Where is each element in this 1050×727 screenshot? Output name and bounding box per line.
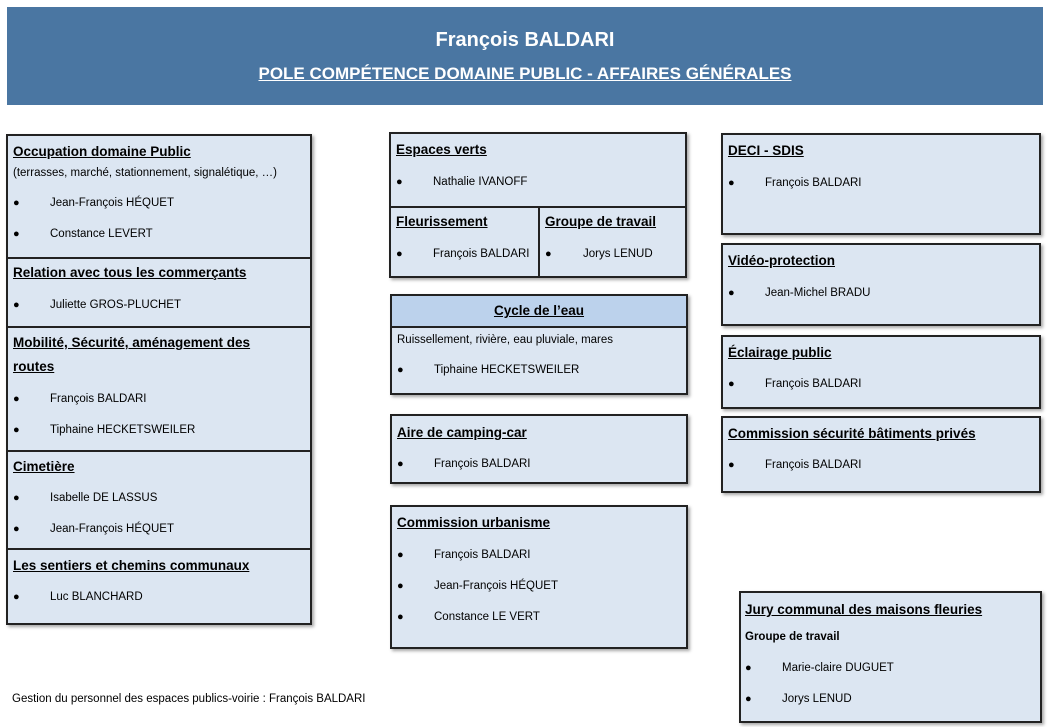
- bullet-icon: ●: [397, 364, 404, 376]
- section-title: Cycle de l’eau: [392, 296, 686, 328]
- page-header: [7, 7, 1043, 105]
- member-name: Jean-François HÉQUET: [50, 197, 174, 209]
- bullet-icon: ●: [745, 662, 752, 674]
- bullet-icon: ●: [13, 424, 20, 436]
- left-column-box: [6, 134, 312, 625]
- member-name: Isabelle DE LASSUS: [50, 492, 158, 504]
- bullet-icon: ●: [396, 176, 403, 188]
- member-name: François BALDARI: [433, 248, 530, 260]
- section-sentiers: [8, 548, 310, 625]
- member-name: Constance LE VERT: [434, 611, 540, 623]
- bullet-icon: ●: [13, 492, 20, 504]
- member-name: Nathalie IVANOFF: [433, 176, 528, 188]
- bullet-icon: ●: [13, 228, 20, 240]
- section-relation: [8, 257, 310, 328]
- bullet-icon: ●: [13, 393, 20, 405]
- member-name: Tiphaine HECKETSWEILER: [434, 364, 580, 376]
- eclairage-box: [721, 335, 1041, 409]
- section-title: Les sentiers et chemins communaux: [13, 558, 250, 573]
- member-name: Luc BLANCHARD: [50, 591, 143, 603]
- bullet-icon: ●: [396, 248, 403, 260]
- bullet-icon: ●: [13, 591, 20, 603]
- video-box: [721, 243, 1041, 326]
- section-title-line2: routes: [13, 359, 55, 374]
- section-title: Occupation domaine Public: [13, 144, 191, 159]
- section-title: Groupe de travail: [545, 214, 657, 229]
- section-title: Aire de camping-car: [397, 425, 527, 440]
- bullet-icon: ●: [397, 549, 404, 561]
- jury-box: [739, 591, 1042, 723]
- bullet-icon: ●: [728, 459, 735, 471]
- bullet-icon: ●: [728, 177, 735, 189]
- section-title: DECI - SDIS: [728, 143, 804, 158]
- header-subtitle: POLE COMPÉTENCE DOMAINE PUBLIC - AFFAIRES GÉNÉRALES: [258, 64, 792, 83]
- cycle-eau-box: [390, 294, 688, 395]
- member-name: François BALDARI: [765, 459, 862, 471]
- section-title: Relation avec tous les commerçants: [13, 265, 247, 280]
- member-name: François BALDARI: [434, 549, 531, 561]
- column-divider: [538, 208, 540, 278]
- section-fleurissement-row: [391, 206, 685, 278]
- section-title: Éclairage public: [728, 345, 832, 360]
- section-title: Commission urbanisme: [397, 515, 551, 530]
- bullet-icon: ●: [728, 378, 735, 390]
- section-cimetiere: [8, 450, 310, 550]
- section-title: Commission sécurité bâtiments privés: [728, 426, 976, 441]
- section-subtitle: Groupe de travail: [745, 631, 840, 643]
- urbanisme-box: [390, 505, 688, 649]
- member-name: Jean-François HÉQUET: [434, 580, 558, 592]
- bullet-icon: ●: [397, 611, 404, 623]
- deci-box: [721, 133, 1041, 235]
- footer-note: Gestion du personnel des espaces publics-voirie : François BALDARI: [12, 693, 366, 705]
- member-name: Jorys LENUD: [782, 693, 852, 705]
- bullet-icon: ●: [728, 287, 735, 299]
- commission-securite-box: [721, 416, 1041, 493]
- member-name: Juliette GROS-PLUCHET: [50, 299, 182, 311]
- section-title: Vidéo-protection: [728, 253, 836, 268]
- member-name: Jorys LENUD: [583, 248, 653, 260]
- member-name: Jean-François HÉQUET: [50, 523, 174, 535]
- bullet-icon: ●: [397, 580, 404, 592]
- section-title: Espaces verts: [396, 142, 487, 157]
- section-title: Mobilité, Sécurité, aménagement des: [13, 335, 251, 350]
- section-espaces-verts: [391, 134, 685, 206]
- bullet-icon: ●: [13, 523, 20, 535]
- section-title: Fleurissement: [396, 214, 488, 229]
- section-title: Jury communal des maisons fleuries: [745, 602, 983, 617]
- section-note: (terrasses, marché, stationnement, signalétique, …): [13, 167, 277, 179]
- member-name: Marie-claire DUGUET: [782, 662, 894, 674]
- member-name: Constance LEVERT: [50, 228, 153, 240]
- section-title: Cimetière: [13, 459, 75, 474]
- camping-car-box: [390, 414, 688, 484]
- bullet-icon: ●: [545, 248, 552, 260]
- member-name: François BALDARI: [765, 177, 862, 189]
- espaces-verts-box: [389, 132, 687, 278]
- bullet-icon: ●: [13, 197, 20, 209]
- section-occupation: [8, 136, 310, 257]
- bullet-icon: ●: [745, 693, 752, 705]
- section-mobilite: [8, 326, 310, 452]
- member-name: Jean-Michel BRADU: [765, 287, 871, 299]
- section-note: Ruissellement, rivière, eau pluviale, mares: [397, 334, 614, 346]
- member-name: François BALDARI: [434, 458, 531, 470]
- bullet-icon: ●: [397, 458, 404, 470]
- header-name: François BALDARI: [435, 29, 615, 51]
- bullet-icon: ●: [13, 299, 20, 311]
- member-name: François BALDARI: [765, 378, 862, 390]
- member-name: Tiphaine HECKETSWEILER: [50, 424, 196, 436]
- member-name: François BALDARI: [50, 393, 147, 405]
